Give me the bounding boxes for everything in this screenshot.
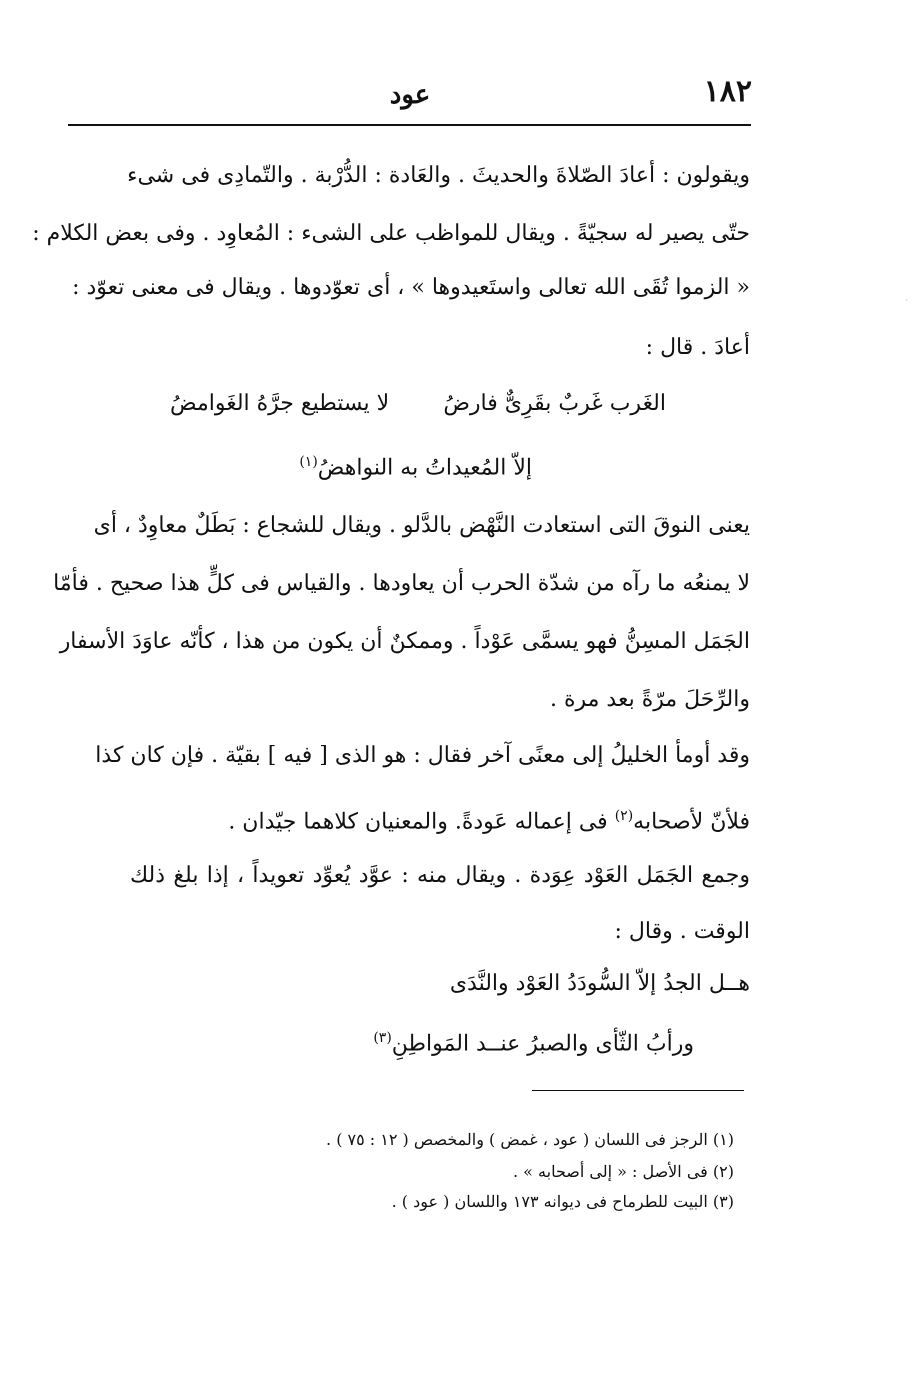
- text-line: وجمع الجَمَل العَوْد عِوَدة . ويقال منه : عوَّد يُعوِّد تعويداً ، إذا بلغ ذلك: [130, 863, 750, 888]
- text-line: وقد أومأ الخليلُ إلى معنًى آخر فقال : هو الذى [ فيه ] بقيّة . فإن كان كذا: [95, 743, 750, 768]
- text-line: الجَمَل المسِنُّ فهو يسمَّى عَوْداً . وممكنٌ أن يكون من هذا ، كأنّه عاوَدَ الأسفار: [59, 629, 750, 654]
- text-line: [130, 800, 750, 838]
- verse-line: [299, 446, 532, 484]
- footnote: (٣) البيت للطرماح فى ديوانه ١٧٣ واللسان ( عود ) .: [391, 1192, 734, 1211]
- footnote-mark: (١): [299, 454, 318, 470]
- text-line: والرِّحَلَ مرّةً بعد مرة .: [550, 687, 750, 712]
- text-line: يعنى النوقَ التى استعادت النَّهْض بالدَّلو . ويقال للشجاع : بَطَلٌ معاوِدٌ ، أى: [93, 513, 750, 538]
- page-number: ١٨٢: [703, 74, 752, 109]
- verse-line: [373, 1022, 694, 1060]
- footnote: (١) الرجز فى اللسان ( عود ، غمض ) والمخصص ( ١٢ : ٧٥ ) .: [326, 1130, 734, 1149]
- footnote: (٢) فى الأصل : « إلى أصحابه » .: [512, 1162, 734, 1181]
- text-segment: فى إعماله عَودةً. والمعنيان كلاهما جيّدان .: [228, 809, 608, 835]
- text-line: ويقولون : أعادَ الصّلاةَ والحديثَ . والعَادة : الدُّرْبة . والتّمادِى فى شىء: [127, 163, 750, 188]
- header-rule: [68, 124, 751, 126]
- verse-hemistich: لا يستطيع جرَّهُ الغَوامضُ: [170, 391, 390, 416]
- verse-line: هــل الجدُ إلاّ السُّودَدُ العَوْد والنَّدَى: [449, 971, 750, 996]
- text-line: حتّى يصير له سجيّةً . ويقال للمواظب على الشىء : المُعاوِد . وفى بعض الكلام :: [32, 221, 750, 246]
- text-segment: فلأنّ لأصحابه: [633, 809, 750, 835]
- running-head-title: عود: [389, 80, 431, 110]
- verse-text: ورأبُ الثّأى والصبرُ عنــد المَواطِنِ: [391, 1031, 694, 1057]
- text-line: أعادَ . قال :: [645, 335, 750, 360]
- verse-hemistich: الغَرب غَربٌ بقَرِىٌّ فارضُ: [443, 391, 666, 416]
- footnote-mark: (٣): [373, 1030, 392, 1046]
- verse-text: إلاّ المُعيداتُ به النواهضُ: [317, 455, 532, 481]
- scan-edge-mark: ·: [905, 296, 908, 305]
- text-line: الوقت . وقال :: [614, 919, 750, 944]
- footnote-rule: [532, 1090, 744, 1091]
- text-line: لا يمنعُه ما رآه من شدّة الحرب أن يعاودها . والقياس فى كلٍّ هذا صحيح . فأمّا: [53, 571, 750, 596]
- text-line: « الزموا تُقَى الله تعالى واستَعيدوها » ، أى تعوّدوها . ويقال فى معنى تعوّد :: [72, 275, 750, 300]
- footnote-mark: (٢): [614, 808, 634, 824]
